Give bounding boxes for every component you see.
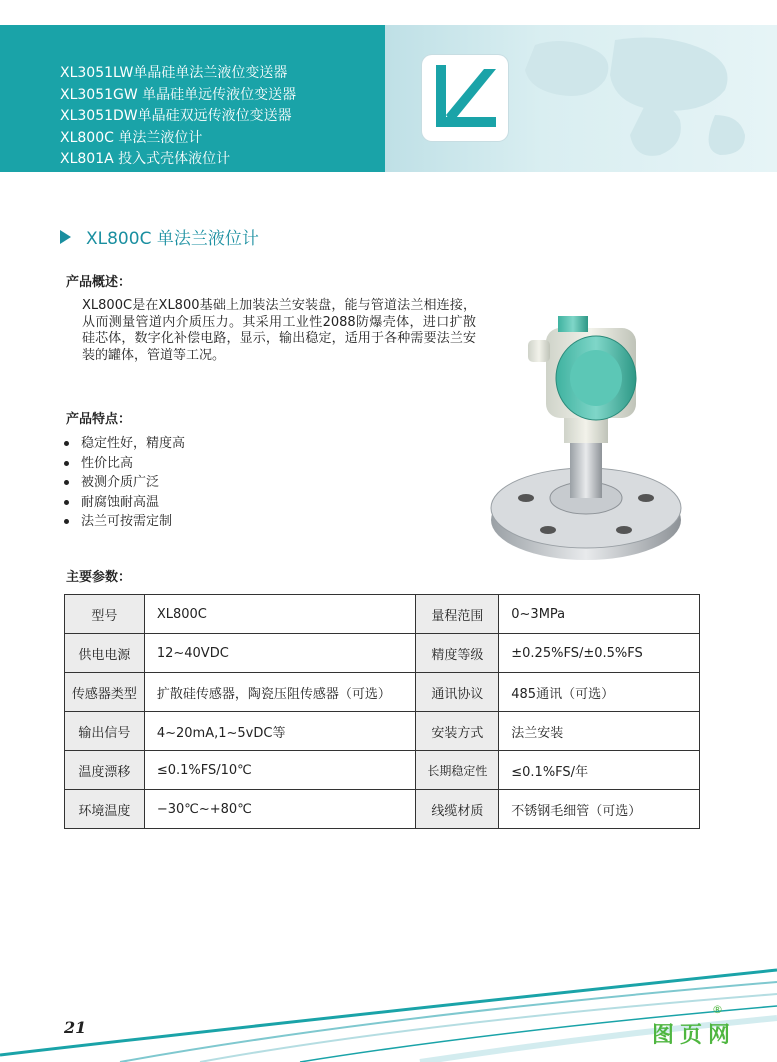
param-label: 线缆材质 [416, 790, 499, 829]
param-label: 通讯协议 [416, 673, 499, 712]
list-item: 性价比高 [64, 454, 185, 474]
bullet-icon [64, 519, 69, 524]
list-item: 法兰可按需定制 [64, 512, 185, 532]
param-value: ≤0.1%FS/10℃ [144, 751, 416, 790]
product-series-list [60, 63, 296, 193]
param-value: XL800C [144, 595, 416, 634]
parameters-table [64, 594, 700, 829]
param-label: 量程范围 [416, 595, 499, 634]
bullet-icon [64, 480, 69, 485]
features-list [64, 434, 185, 532]
series-title: XL801B 投入式液位计 [60, 172, 203, 189]
header-band [0, 25, 777, 189]
param-value: 0~3MPa [499, 595, 700, 634]
series-title: XL3051LW单晶硅单法兰液位变送器 [60, 65, 288, 81]
list-item: 耐腐蚀耐高温 [64, 493, 185, 513]
param-value: 扩散硅传感器，陶瓷压阻传感器（可选） [144, 673, 416, 712]
params-heading: 主要参数： [66, 570, 132, 585]
bullet-icon [64, 441, 69, 446]
section-title [60, 224, 259, 249]
param-value: ±0.25%FS/±0.5%FS [499, 634, 700, 673]
bullet-icon [64, 461, 69, 466]
param-value: 4~20mA,1~5vDC等 [144, 712, 416, 751]
overview-heading: 产品概述： [66, 275, 132, 290]
section-title-text: XL800C 单法兰液位计 [86, 229, 259, 249]
bullet-icon [64, 500, 69, 505]
param-label: 传感器类型 [65, 673, 145, 712]
brand-logo [422, 55, 508, 141]
table-row [65, 634, 700, 673]
table-row [65, 595, 700, 634]
series-title: XL3051GW 单晶硅单远传液位变送器 [60, 86, 297, 103]
param-label: 型号 [65, 595, 145, 634]
param-value: 12~40VDC [144, 634, 416, 673]
page-number: 21 [64, 1018, 87, 1037]
param-label: 精度等级 [416, 634, 499, 673]
param-value: ≤0.1%FS/年 [499, 751, 700, 790]
overview-text: XL800C是在XL800基础上加装法兰安装盘，能与管道法兰相连接，从而测量管道内介质压力。其采用工业性2088防爆壳体，进口扩散硅芯体，数字化补偿电路，显示，输出稳定，适用于各种需要法兰安装的罐体，管道等工况。 [82, 298, 476, 363]
param-label: 长期稳定性 [416, 751, 499, 790]
table-row [65, 790, 700, 829]
registered-mark: ® [712, 1003, 723, 1016]
param-label: 安装方式 [416, 712, 499, 751]
series-title: XL801A 投入式壳体液位计 [60, 151, 231, 168]
features-heading: 产品特点： [66, 412, 132, 427]
list-item: 稳定性好，精度高 [64, 434, 185, 454]
table-row [65, 712, 700, 751]
watermark-logo: 图页网 [652, 1023, 737, 1048]
param-value: 不锈钢毛细管（可选） [499, 790, 700, 829]
param-value: −30℃~+80℃ [144, 790, 416, 829]
param-label: 输出信号 [65, 712, 145, 751]
param-label: 供电电源 [65, 634, 145, 673]
product-photo [488, 308, 688, 570]
param-label: 温度漂移 [65, 751, 145, 790]
triangle-bullet-icon [60, 230, 71, 244]
table-row [65, 673, 700, 712]
series-title: XL800C 单法兰液位计 [60, 129, 203, 146]
param-value: 法兰安装 [499, 712, 700, 751]
list-item: 被测介质广泛 [64, 473, 185, 493]
param-label: 环境温度 [65, 790, 145, 829]
table-row [65, 751, 700, 790]
param-value: 485通讯（可选） [499, 673, 700, 712]
series-title: XL3051DW单晶硅双远传液位变送器 [60, 108, 292, 125]
